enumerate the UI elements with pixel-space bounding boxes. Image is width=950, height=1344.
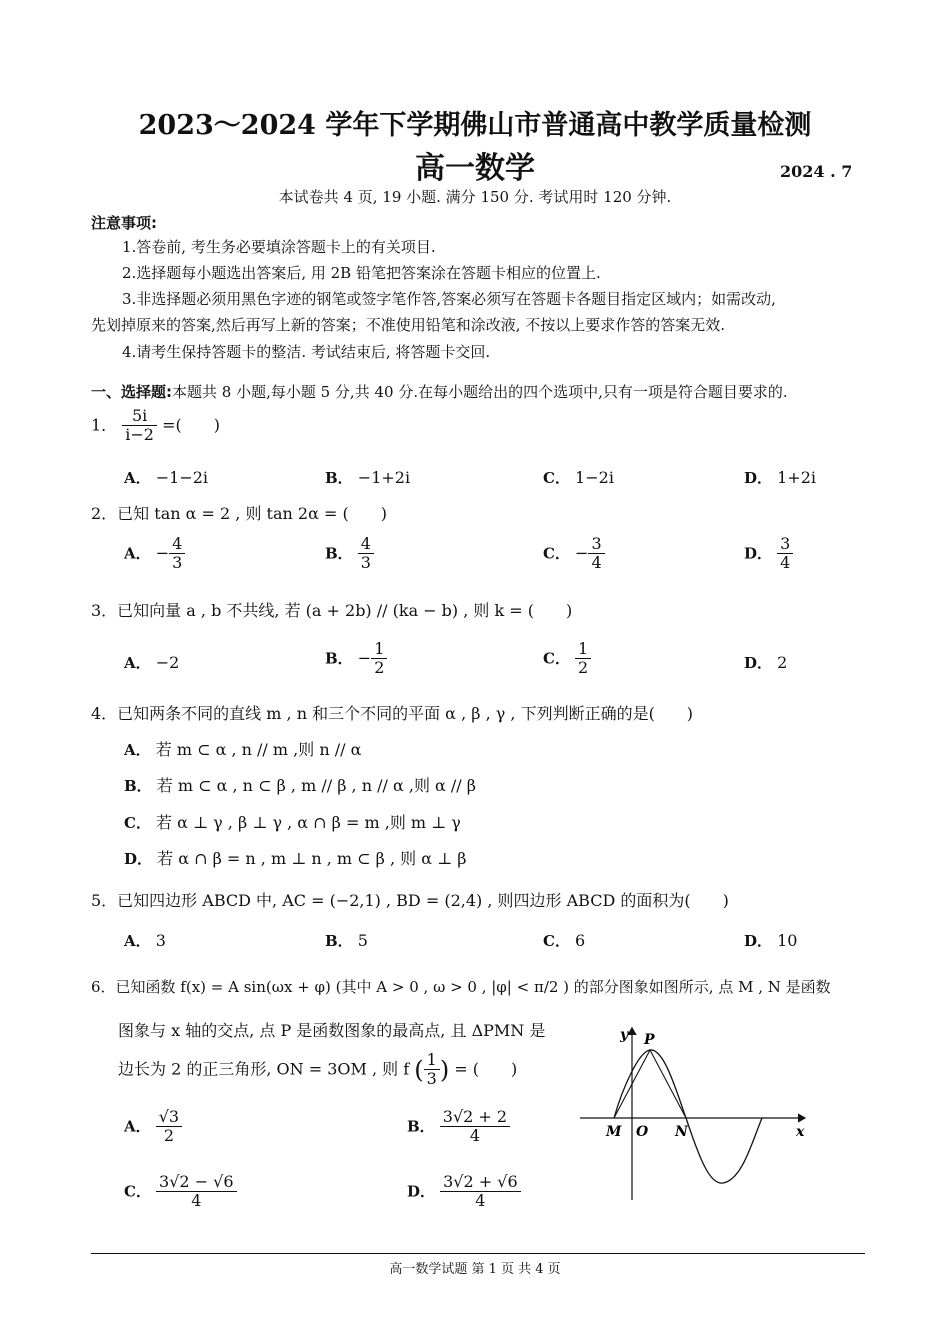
option-text: 1−2i bbox=[575, 468, 614, 487]
frac-den: 4 bbox=[591, 553, 602, 573]
option-label: C． bbox=[543, 544, 570, 563]
option-label: B． bbox=[325, 649, 353, 668]
option-text: 若 α ∩ β = n , m ⊥ n , m ⊂ β , 则 α ⊥ β bbox=[157, 849, 467, 868]
option-label: D． bbox=[407, 1182, 436, 1201]
option-text: −1+2i bbox=[357, 468, 411, 487]
option-label: B． bbox=[325, 544, 353, 563]
fraction bbox=[156, 1108, 182, 1146]
notice-item-1: 1.答卷前, 考生务必要填涂答题卡上的有关项目. bbox=[122, 238, 436, 256]
question-4: 4．已知两条不同的直线 m , n 和三个不同的平面 α , β , γ , 下列判断正确的是( ) bbox=[91, 704, 694, 723]
exam-date: 2024 . 7 bbox=[780, 162, 853, 181]
paren-close: ) bbox=[439, 1055, 450, 1084]
q4-option-c bbox=[124, 810, 461, 833]
q1-option-d bbox=[744, 467, 816, 488]
option-label: A． bbox=[124, 469, 151, 487]
frac-num: 4 bbox=[358, 535, 374, 554]
frac-num: 1 bbox=[424, 1051, 440, 1070]
fraction bbox=[440, 1108, 510, 1146]
exam-title: 2023～2024 学年下学期佛山市普通高中教学质量检测 bbox=[138, 110, 812, 141]
q4-option-d bbox=[124, 846, 467, 869]
option-text: 10 bbox=[777, 931, 798, 950]
q1-tail: =( ) bbox=[162, 415, 220, 435]
q1-fraction bbox=[122, 407, 157, 445]
question-6-line-2: 图象与 x 轴的交点, 点 P 是函数图象的最高点, 且 ΔPMN 是 bbox=[118, 1021, 546, 1040]
option-label: B． bbox=[407, 1117, 435, 1136]
point-m-label: M bbox=[606, 1124, 622, 1140]
page-footer: 高一数学试题 第 1 页 共 4 页 bbox=[389, 1262, 561, 1277]
q4-option-a bbox=[124, 737, 361, 760]
option-label: B． bbox=[325, 932, 353, 950]
frac-den: 3 bbox=[426, 1069, 437, 1089]
frac-den: 4 bbox=[780, 553, 791, 573]
fraction bbox=[440, 1173, 521, 1211]
option-label: D． bbox=[744, 544, 773, 563]
sine-curve bbox=[614, 1050, 762, 1183]
option-label: A． bbox=[124, 741, 151, 759]
notice-item-4: 4.请考生保持答题卡的整洁. 考试结束后, 将答题卡交回. bbox=[122, 343, 491, 361]
section-heading bbox=[91, 381, 788, 402]
option-label: C． bbox=[124, 1182, 151, 1201]
question-6-line-3 bbox=[118, 1051, 517, 1089]
sign: − bbox=[155, 543, 170, 563]
frac-num: 3√2 + 2 bbox=[440, 1108, 510, 1127]
fraction bbox=[358, 535, 374, 573]
fraction bbox=[156, 1173, 237, 1211]
frac-num: 1 bbox=[371, 640, 387, 659]
option-text: 若 α ⊥ γ , β ⊥ γ , α ∩ β = m ,则 m ⊥ γ bbox=[156, 813, 461, 832]
q3-option-b bbox=[325, 640, 387, 678]
frac-num: 3 bbox=[777, 535, 793, 554]
x-label: x bbox=[796, 1124, 805, 1140]
q1-option-b bbox=[325, 467, 410, 488]
frac-den: 4 bbox=[475, 1191, 486, 1211]
q2-option-b bbox=[325, 535, 374, 573]
question-3: 3．已知向量 a , b 不共线, 若 (a + 2b) // (ka − b) , 则 k = ( ) bbox=[91, 601, 573, 620]
notice-heading: 注意事项: bbox=[91, 214, 157, 232]
q6-line3-a: 边长为 2 的正三角形, ON = 3OM , 则 f bbox=[118, 1059, 410, 1079]
q2-option-c bbox=[543, 535, 605, 573]
triangle-pmn bbox=[614, 1050, 686, 1118]
fraction bbox=[777, 535, 793, 573]
subject-title: 高一数学 bbox=[415, 151, 535, 186]
frac-num: 3 bbox=[588, 535, 604, 554]
q6-option-a bbox=[124, 1108, 182, 1146]
frac-den: 3 bbox=[172, 553, 183, 573]
option-text: 若 m ⊂ α , n // m ,则 n // α bbox=[155, 740, 362, 759]
option-label: A． bbox=[124, 544, 151, 563]
q3-option-c bbox=[543, 640, 591, 678]
question-1 bbox=[91, 407, 220, 445]
option-text: −1−2i bbox=[155, 468, 209, 487]
option-text: 若 m ⊂ α , n ⊂ β , m // β , n // α ,则 α // β bbox=[156, 776, 477, 795]
q5-option-d bbox=[744, 930, 797, 951]
fraction bbox=[588, 535, 604, 573]
q1-option-c bbox=[543, 467, 614, 488]
option-label: A． bbox=[124, 1117, 151, 1136]
question-6-line-1: 6．已知函数 f(x) = A sin(ωx + φ) (其中 A > 0 , ω > 0 , |φ| < π/2 ) 的部分图象如图所示, 点 M , N 是函数 bbox=[91, 978, 831, 996]
q1-frac-den: i−2 bbox=[125, 425, 154, 445]
q6-option-b bbox=[407, 1108, 510, 1146]
option-text: 6 bbox=[575, 931, 586, 950]
option-label: A． bbox=[124, 654, 151, 672]
q6-option-c bbox=[124, 1173, 237, 1211]
frac-num: 3√2 + √6 bbox=[440, 1173, 521, 1192]
section-desc: 本题共 8 小题,每小题 5 分,共 40 分.在每小题给出的四个选项中,只有一项是符合题目要求的. bbox=[172, 383, 788, 401]
notice-item-2: 2.选择题每小题选出答案后, 用 2B 铅笔把答案涂在答题卡相应的位置上. bbox=[122, 264, 601, 282]
notice-item-3: 3.非选择题必须用黑色字迹的钢笔或签字笔作答,答案必须写在答题卡各题目指定区域内；如需改动, bbox=[122, 290, 776, 308]
frac-num: 1 bbox=[575, 640, 591, 659]
y-label: y bbox=[620, 1027, 629, 1043]
option-label: A． bbox=[124, 932, 151, 950]
option-label: B． bbox=[124, 777, 152, 795]
option-label: D． bbox=[744, 654, 773, 672]
frac-num: √3 bbox=[156, 1108, 182, 1127]
sign: − bbox=[357, 648, 372, 668]
fraction bbox=[371, 640, 387, 678]
frac-den: 3 bbox=[360, 553, 371, 573]
option-label: D． bbox=[744, 469, 773, 487]
option-text: 2 bbox=[777, 653, 788, 672]
q6-option-d bbox=[407, 1173, 521, 1211]
question-2: 2．已知 tan α = 2 , 则 tan 2α = ( ) bbox=[91, 504, 387, 523]
frac-num: 4 bbox=[169, 535, 185, 554]
fraction bbox=[169, 535, 185, 573]
option-label: D． bbox=[744, 932, 773, 950]
section-title: 一、选择题: bbox=[91, 383, 172, 401]
frac-den: 4 bbox=[191, 1191, 202, 1211]
q6-function-graph bbox=[570, 1020, 820, 1205]
origin-label: O bbox=[636, 1124, 649, 1140]
q1-number: 1． bbox=[91, 415, 118, 435]
exam-info: 本试卷共 4 页, 19 小题. 满分 150 分. 考试用时 120 分钟. bbox=[278, 188, 672, 206]
option-label: C． bbox=[543, 469, 570, 487]
q4-option-b bbox=[124, 773, 476, 796]
frac-den: 2 bbox=[578, 658, 589, 678]
q3-option-a bbox=[124, 652, 179, 673]
option-text: 1+2i bbox=[777, 468, 816, 487]
notice-item-3-cont: 先划掉原来的答案,然后再写上新的答案；不准使用铅笔和涂改液, 不按以上要求作答的答案无效. bbox=[91, 316, 726, 334]
option-text: 3 bbox=[155, 931, 166, 950]
fraction bbox=[575, 640, 591, 678]
q5-option-b bbox=[325, 930, 368, 951]
question-5: 5．已知四边形 ABCD 中, AC = (−2,1) , BD = (2,4) , 则四边形 ABCD 的面积为( ) bbox=[91, 891, 729, 910]
point-n-label: N bbox=[675, 1124, 688, 1140]
q5-option-c bbox=[543, 930, 585, 951]
option-label: B． bbox=[325, 469, 353, 487]
frac-den: 2 bbox=[374, 658, 385, 678]
q1-option-a bbox=[124, 467, 208, 488]
paren-open: ( bbox=[414, 1055, 424, 1084]
q3-option-d bbox=[744, 652, 787, 673]
frac-den: 2 bbox=[163, 1126, 175, 1146]
q2-option-d bbox=[744, 535, 793, 573]
q1-frac-num: 5i bbox=[122, 407, 157, 426]
option-label: C． bbox=[543, 649, 570, 668]
option-text: −2 bbox=[155, 653, 180, 672]
frac-den: 4 bbox=[469, 1126, 481, 1146]
option-text: 5 bbox=[357, 931, 368, 950]
fraction bbox=[424, 1051, 440, 1089]
option-label: D． bbox=[124, 850, 153, 868]
option-label: C． bbox=[124, 814, 151, 832]
option-label: C． bbox=[543, 932, 570, 950]
point-p-label: P bbox=[644, 1032, 655, 1048]
frac-num: 3√2 − √6 bbox=[156, 1173, 237, 1192]
q6-line3-b: = ( ) bbox=[454, 1059, 518, 1079]
q2-option-a bbox=[124, 535, 185, 573]
footer-divider bbox=[91, 1253, 865, 1254]
q5-option-a bbox=[124, 930, 166, 951]
sign: − bbox=[575, 543, 589, 563]
